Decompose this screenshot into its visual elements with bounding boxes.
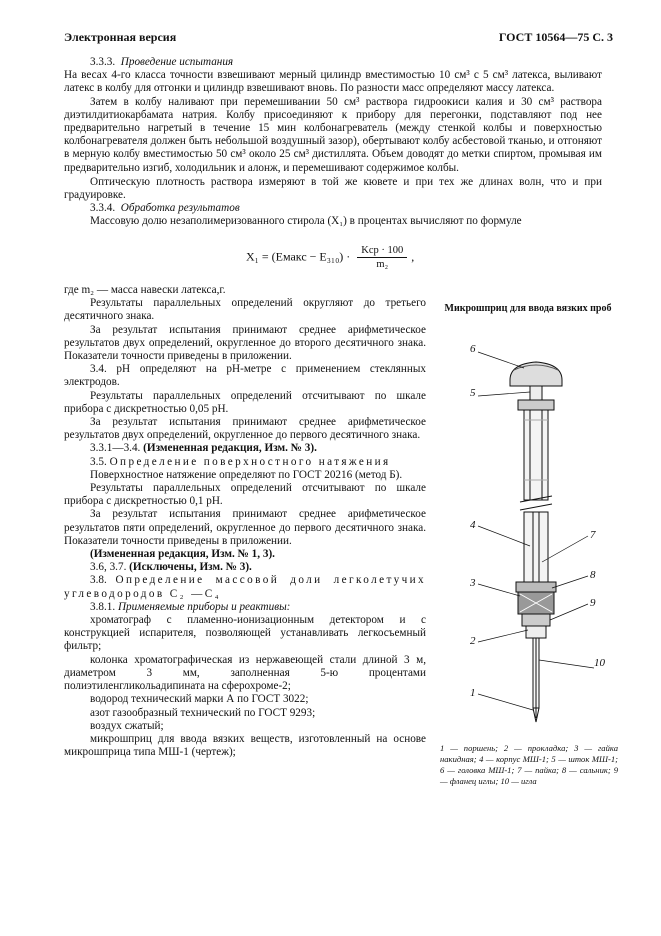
- paragraph-surface-result: За результат испытания принимают среднее арифметическое результатов пяти определений, округленное до первого десятичного знака. Показатели точности приведены в приложении.: [64, 508, 426, 547]
- list-item: хроматограф с пламенно-ионизационным детектором и с конструкцией испарителя, позволяющей устанавливать легкосъемный фильтр;: [64, 614, 426, 653]
- section-333: [64, 56, 602, 229]
- section-number: 3.3.3.: [90, 56, 116, 68]
- formula-lhs: X₁ = (Eмакс − E₃₁₀) ·: [246, 249, 351, 264]
- callout-8: 8: [590, 569, 596, 581]
- section-number: 3.8.: [90, 574, 107, 587]
- excluded-note: (Исключены, Изм. № 3).: [129, 561, 252, 574]
- paragraph-distillation: Затем в колбу наливают при перемешивании 50 см³ раствора гидроокиси калия и 30 см³ раствора диэтилдитиокарбамата натрия. Колбу присоединяют к прибору для перегонки, подставляют под нее предварительно нагретый в течение 15 мин колбонагреватель (между стенкой колбы и поверхностью колбонагревателя должен быть небольшой воздушный зазор), обертывают колбу асбестовой тканью, и отгоняют в мерную колбу вместимостью 50 см³ около 25 см³ дистиллята. Объем доводят до метки спиртом, промывая им предварительно изгиб, холодильник и алонж, и перемешивают содержимое колбы.: [64, 95, 602, 174]
- section-number: 3.8.1.: [90, 600, 116, 613]
- formula-numerator: Kср · 100: [357, 245, 407, 258]
- callout-10: 10: [594, 657, 605, 669]
- formula-denominator: m₂: [376, 259, 389, 270]
- list-item: азот газообразный технический по ГОСТ 9293;: [90, 706, 316, 719]
- section-number: 3.6, 3.7.: [90, 561, 127, 574]
- formula: [246, 245, 414, 270]
- header-right: ГОСТ 10564—75 С. 3: [498, 30, 613, 44]
- callout-6: 6: [470, 343, 476, 355]
- paragraph-optical-density: Оптическую плотность раствора измеряют в той же кювете и при тех же длинах волн, что и при градуировке.: [64, 175, 602, 202]
- list-item: колонка хроматографическая из нержавеющей стали длиной 3 м, диаметром 3 мм, заполненная 5-ю процентами полиэтиленгликольадипината на сферохроме-2;: [64, 653, 426, 693]
- callout-7: 7: [590, 529, 596, 541]
- callout-4: 4: [470, 519, 476, 531]
- section-number: 3.5.: [90, 455, 107, 468]
- paragraph-weighing: На весах 4-го класса точности взвешивают мерный цилиндр вместимостью 10 см³ с 5 см³ латекса, выливают латекс в колбу для отгонки и цилиндр взвешивают вновь. По разности масс определяют массу латекса.: [64, 69, 602, 95]
- section-title: Проведение испытания: [120, 56, 234, 68]
- left-column: [64, 284, 426, 759]
- formula-tail: ,: [411, 249, 415, 264]
- section-title: Определение массовой доли легколетучих углеводородов С₂ —С₄: [64, 574, 426, 600]
- callout-5: 5: [470, 387, 476, 399]
- list-item: микрошприц для ввода вязких веществ, изготовленный на основе микрошприца типа МШ-1 (чертеж);: [64, 732, 426, 759]
- paragraph-ph-scale: Результаты параллельных определений отсчитывают по шкале прибора с дискретностью 0,05 pH.: [64, 389, 426, 415]
- callout-3: 3: [470, 577, 476, 589]
- callout-2: 2: [470, 635, 476, 647]
- microsyringe-drawing: [438, 330, 618, 730]
- section-title: Определение поверхностного натяжения: [109, 455, 391, 468]
- section-number: 3.3.4.: [90, 202, 116, 215]
- microsyringe-figure: [438, 330, 618, 730]
- section-title: Обработка результатов: [120, 202, 240, 215]
- paragraph-surface-tension: Поверхностное натяжение определяют по ГОСТ 20216 (метод Б).: [90, 468, 403, 481]
- paragraph-surface-scale: Результаты параллельных определений отсчитывают по шкале прибора с дискретностью 0,1 pH.: [64, 482, 426, 508]
- list-item: воздух сжатый;: [90, 719, 164, 732]
- list-item: водород технический марки А по ГОСТ 3022;: [90, 693, 309, 706]
- paragraph-formula-intro: Массовую долю незаполимеризованного стирола (X₁) в процентах вычисляют по формуле: [90, 215, 522, 228]
- paragraph-ph: 3.4. pH определяют на pH-метре с применением стеклянных электродов.: [64, 363, 426, 389]
- figure-legend: 1 — поршень; 2 — прокладка; 3 — гайка накидная; 4 — корпус МШ-1; 5 — шток МШ-1; 6 — головка МШ-1; 7 — пайка; 8 — сальник; 9 — фланец иглы; 10 — игла: [440, 743, 618, 786]
- paragraph-ph-result: За результат испытания принимают среднее арифметическое результатов двух определений, округленное до первого десятичного знака.: [64, 416, 426, 442]
- edit-note: (Измененная редакция, Изм. № 1, 3).: [90, 548, 275, 561]
- callout-9: 9: [590, 597, 596, 609]
- section-title: Применяемые приборы и реактивы:: [117, 600, 291, 613]
- paragraph-where: где m₂ — масса навески латекса,г.: [64, 284, 226, 296]
- callout-1: 1: [470, 687, 476, 699]
- header-left: Электронная версия: [64, 30, 177, 44]
- edit-note: (Измененная редакция, Изм. № 3).: [143, 442, 317, 455]
- edit-range: 3.3.1—3.4.: [90, 442, 141, 455]
- paragraph-result-two: За результат испытания принимают среднее арифметическое результатов двух определений, округленное до второго десятичного знака. Показатели точности приведены в приложении.: [64, 323, 426, 363]
- figure-title: Микрошприц для ввода вязких проб: [444, 303, 612, 314]
- paragraph-rounding: Результаты параллельных определений округляют до третьего десятичного знака.: [64, 297, 426, 323]
